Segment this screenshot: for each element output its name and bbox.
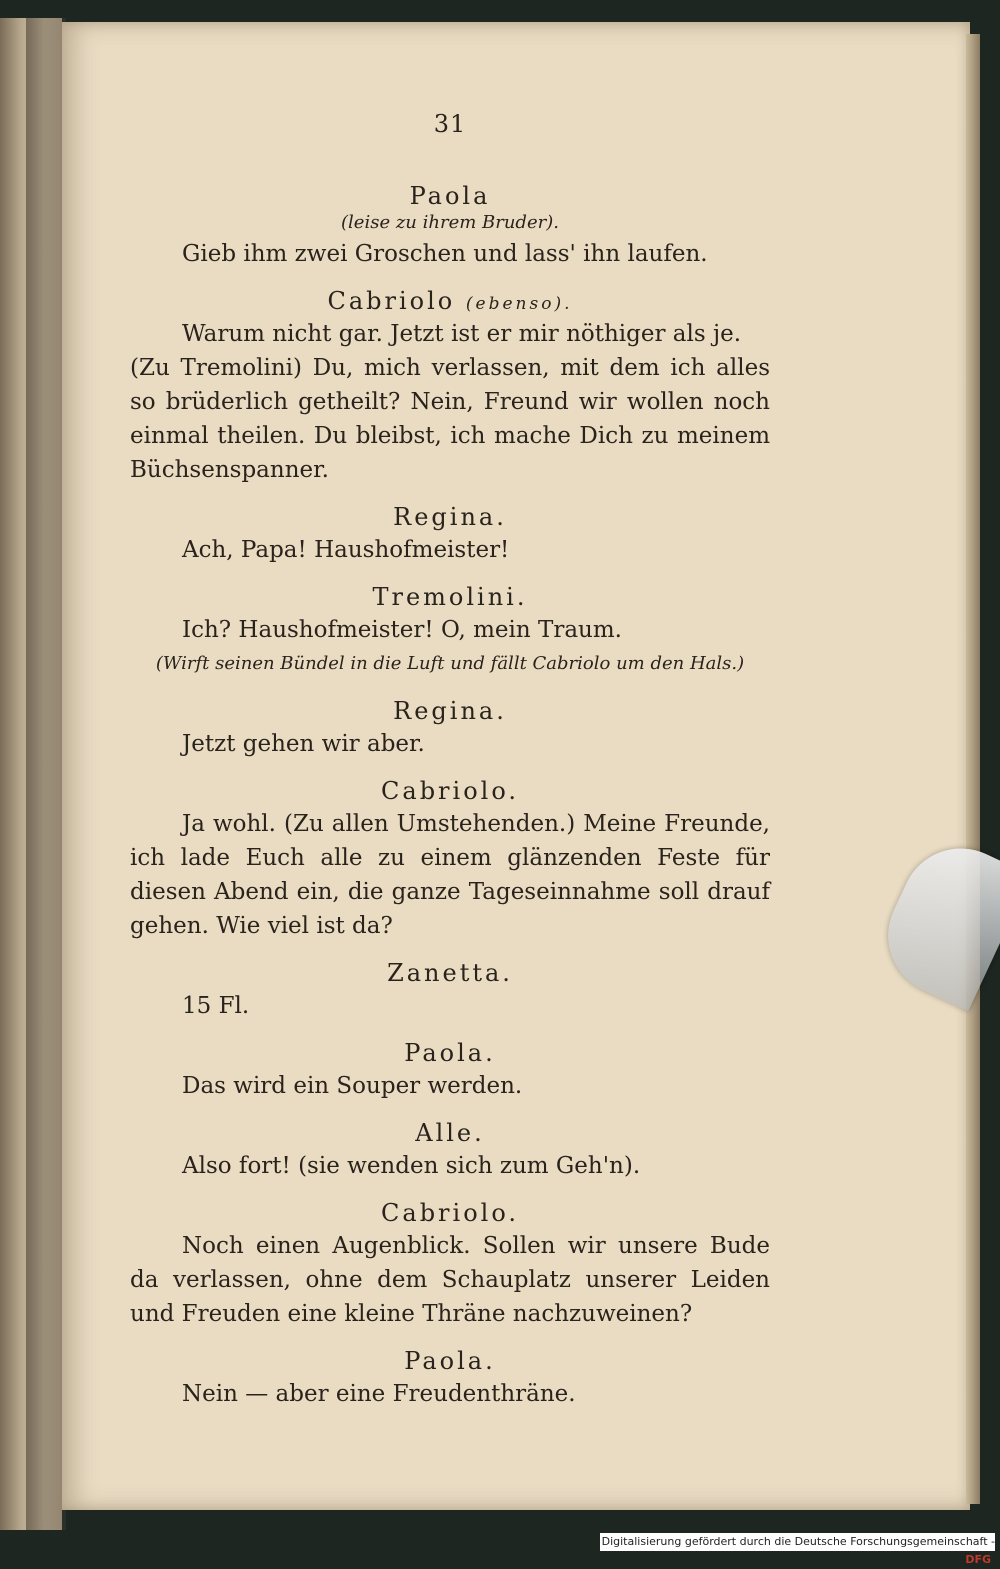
- speaker-name: Paola.: [404, 1039, 496, 1067]
- speaker-name: Regina.: [393, 697, 507, 725]
- dialogue-line: Nein — aber eine Freudenthräne.: [182, 1381, 576, 1407]
- page-edge: [966, 34, 980, 1504]
- speaker-label: Cabriolo: [327, 287, 456, 315]
- dialogue-line: Noch einen Augenblick. Sollen wir unsere Bude da verlassen, ohne dem Schauplatz unserer Leiden und Freuden eine kleine Thräne nachzuweinen?: [130, 1233, 770, 1327]
- speaker-name: Tremolini.: [372, 583, 528, 611]
- speaker-name: Regina.: [393, 503, 507, 531]
- speaker-name: Alle.: [415, 1119, 485, 1147]
- dialogue-line: Also fort! (sie wenden sich zum Geh'n).: [182, 1153, 641, 1179]
- stage-direction: (leise zu ihrem Bruder).: [341, 212, 559, 233]
- page-text: [130, 110, 770, 1411]
- dialogue-line: Warum nicht gar. Jetzt ist er mir nöthiger als je.: [182, 321, 742, 347]
- dialogue-line: Ja wohl. (Zu allen Umstehenden.) Meine Freunde, ich lade Euch alle zu einem glänzenden Feste für diesen Abend ein, die ganze Tageseinnahme soll drauf gehen. Wie viel ist da?: [130, 811, 770, 939]
- page-number: 31: [433, 110, 467, 138]
- dialogue-line: Ach, Papa! Haushofmeister!: [182, 537, 510, 563]
- book-gutter: [26, 18, 66, 1530]
- speaker-name: Paola: [409, 182, 491, 210]
- digitization-footer: [600, 1533, 995, 1566]
- dialogue-line: Ich? Haushofmeister! O, mein Traum.: [182, 617, 622, 643]
- speaker-name: [130, 287, 770, 315]
- speaker-name: Cabriolo.: [381, 777, 519, 805]
- dialogue-line: Jetzt gehen wir aber.: [182, 731, 425, 757]
- dfg-logo: DFG: [965, 1553, 991, 1566]
- stage-direction: (Wirft seinen Bündel in die Luft und fällt Cabriolo um den Hals.): [155, 653, 745, 674]
- speaker-name: Zanetta.: [387, 959, 513, 987]
- speaker-name: Cabriolo.: [381, 1199, 519, 1227]
- dialogue-line: Das wird ein Souper werden.: [182, 1073, 523, 1099]
- footer-text: Digitalisierung gefördert durch die Deutsche Forschungsgemeinschaft -: [601, 1535, 995, 1548]
- speaker-direction: (ebenso).: [465, 294, 573, 314]
- dialogue-line: (Zu Tremolini) Du, mich verlassen, mit dem ich alles so brüderlich getheilt? Nein, Freund wir wollen noch einmal theilen. Du bleibst, ich mache Dich zu meinem Büchsenspanner.: [130, 355, 770, 483]
- speaker-name: Paola.: [404, 1347, 496, 1375]
- dialogue-line: 15 Fl.: [182, 993, 250, 1019]
- dialogue-line: Gieb ihm zwei Groschen und lass' ihn laufen.: [182, 241, 708, 267]
